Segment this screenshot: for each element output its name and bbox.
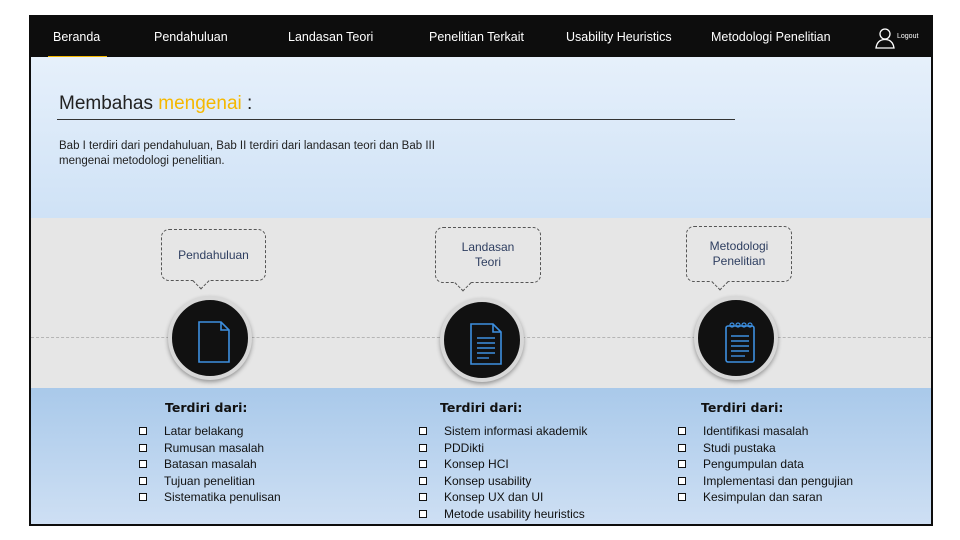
list-item: Studi pustaka xyxy=(676,440,853,457)
list-item: Konsep UX dan UI xyxy=(417,489,587,506)
section-list-metodologi xyxy=(676,423,853,506)
nav-item-landasan-teori[interactable]: Landasan Teori xyxy=(288,30,374,44)
checkbox-bullet xyxy=(139,427,147,435)
top-navbar xyxy=(31,17,931,57)
app-frame xyxy=(29,15,933,526)
intro-description: Bab I terdiri dari pendahuluan, Bab II terdiri dari landasan teori dan Bab III mengenai metodologi penelitian. xyxy=(59,140,435,167)
checkbox-bullet xyxy=(419,444,427,452)
checkbox-bullet xyxy=(678,477,686,485)
checkbox-bullet xyxy=(678,460,686,468)
list-item: Implementasi dan pengujian xyxy=(676,473,853,490)
nav-item-usability-heuristics[interactable]: Usability Heuristics xyxy=(566,30,672,44)
nav-item-beranda[interactable]: Beranda xyxy=(53,30,101,44)
nav-item-penelitian-terkait[interactable]: Penelitian Terkait xyxy=(429,30,524,44)
list-item: Sistem informasi akademik xyxy=(417,423,587,440)
list-item: PDDikti xyxy=(417,440,587,457)
text-document-icon xyxy=(469,322,503,366)
list-item: Tujuan penelitian xyxy=(137,473,281,490)
chapter-node-metodologi-penelitian[interactable] xyxy=(694,296,778,380)
title-divider xyxy=(57,119,735,120)
chapter-bubble-pendahuluan[interactable] xyxy=(161,229,266,281)
chapter-node-pendahuluan[interactable] xyxy=(168,296,252,380)
checkbox-bullet xyxy=(139,493,147,501)
checkbox-bullet xyxy=(139,444,147,452)
list-item: Sistematika penulisan xyxy=(137,489,281,506)
chapter-label: Metodologi Penelitian xyxy=(709,239,769,268)
checkbox-bullet xyxy=(678,427,686,435)
chapter-bubble-metodologi-penelitian[interactable] xyxy=(686,226,792,282)
checkbox-bullet xyxy=(419,427,427,435)
list-item: Konsep HCI xyxy=(417,456,587,473)
checkbox-bullet xyxy=(678,444,686,452)
nav-item-pendahuluan[interactable]: Pendahuluan xyxy=(154,30,228,44)
list-item: Kesimpulan dan saran xyxy=(676,489,853,506)
list-item: Identifikasi masalah xyxy=(676,423,853,440)
chapter-label: Pendahuluan xyxy=(178,247,249,262)
checkbox-bullet xyxy=(139,477,147,485)
list-item: Pengumpulan data xyxy=(676,456,853,473)
list-item: Batasan masalah xyxy=(137,456,281,473)
checkbox-bullet xyxy=(419,493,427,501)
title-accent: mengenai xyxy=(158,93,242,114)
section-list-pendahuluan xyxy=(137,423,281,506)
notepad-icon xyxy=(723,320,757,364)
section-heading: Terdiri dari: xyxy=(701,400,784,415)
logout-label: Logout xyxy=(897,33,919,40)
checkbox-bullet xyxy=(419,477,427,485)
title-suffix: : xyxy=(247,93,253,114)
page-title xyxy=(59,93,252,115)
checkbox-bullet xyxy=(419,460,427,468)
title-prefix: Membahas xyxy=(59,93,153,114)
chapter-bubble-landasan-teori[interactable] xyxy=(435,227,541,283)
section-heading: Terdiri dari: xyxy=(440,400,523,415)
chapter-details xyxy=(31,388,931,526)
list-item: Rumusan masalah xyxy=(137,440,281,457)
list-item: Latar belakang xyxy=(137,423,281,440)
list-item: Konsep usability xyxy=(417,473,587,490)
checkbox-bullet xyxy=(419,510,427,518)
checkbox-bullet xyxy=(139,460,147,468)
chapter-label: Landasan Teori xyxy=(461,240,515,269)
list-item: Metode usability heuristics xyxy=(417,506,587,523)
section-list-landasan-teori xyxy=(417,423,587,522)
checkbox-bullet xyxy=(678,493,686,501)
user-icon xyxy=(873,26,897,50)
intro-section xyxy=(31,57,931,218)
chapter-node-landasan-teori[interactable] xyxy=(440,298,524,382)
section-heading: Terdiri dari: xyxy=(165,400,248,415)
nav-item-metodologi-penelitian[interactable]: Metodologi Penelitian xyxy=(711,30,831,44)
logout-button[interactable] xyxy=(871,25,931,51)
chapter-timeline xyxy=(31,218,931,388)
document-icon xyxy=(197,320,231,364)
